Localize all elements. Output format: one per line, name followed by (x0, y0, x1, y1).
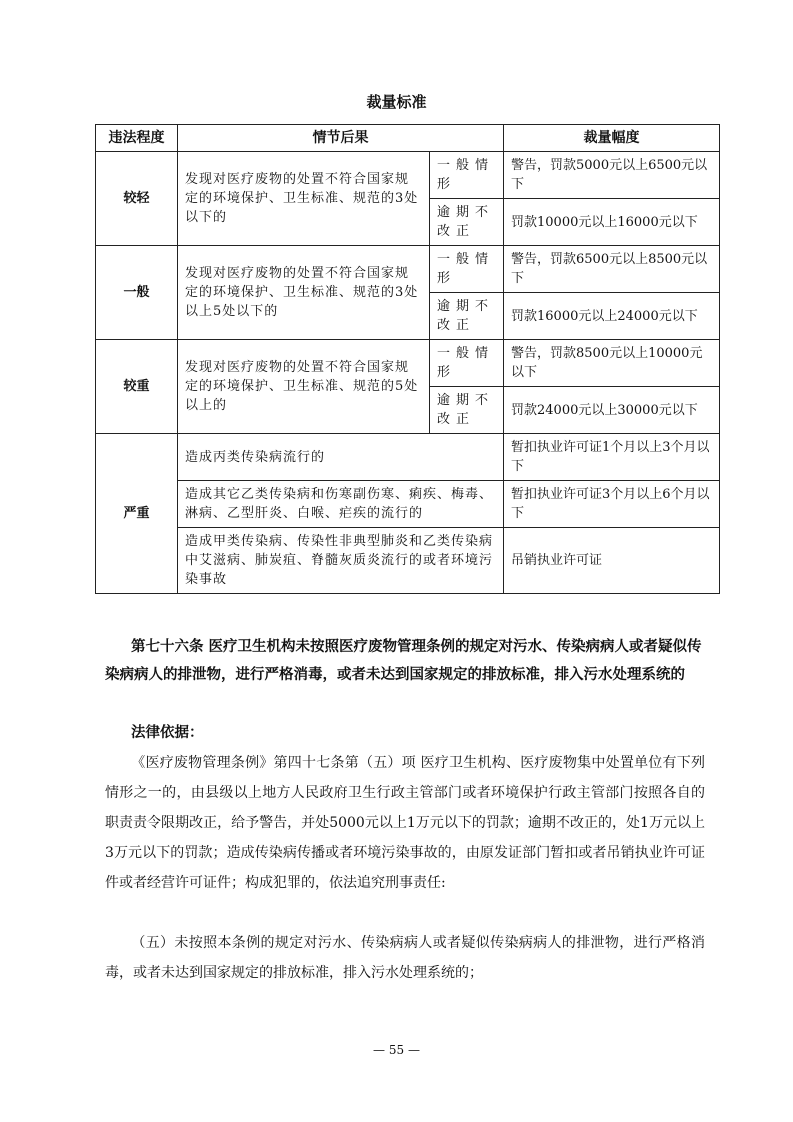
table-title: 裁量标准 (366, 93, 427, 111)
table-header-row (96, 125, 720, 152)
sub-situation-cell: 逾期不改正 (430, 293, 504, 340)
penalty-cell: 罚款10000元以上16000元以下 (504, 199, 720, 246)
penalty-cell: 吊销执业许可证 (504, 528, 720, 594)
level-cell: 较重 (96, 340, 178, 434)
sub-situation-cell: 一般情形 (430, 152, 504, 199)
header-violation-level: 违法程度 (96, 125, 178, 152)
table-row (96, 528, 720, 594)
legal-basis-label: 法律依据： (131, 725, 204, 741)
legal-basis-text: 《医疗废物管理条例》第四十七条第（五）项 医疗卫生机构、医疗废物集中处置单位有下列情形之一的，由县级以上地方人民政府卫生行政主管部门或者环境保护行政主管部门按照各自的职责责令限期改正，给予警告，并处5000元以上1万元以下的罚款；逾期不改正的，处1万元以上3万元以下的罚款；造成传染病传播或者环境污染事故的，由原发证部门暂扣或者吊销执业许可证件或者经营许可证件；构成犯罪的，依法追究刑事责任: (105, 755, 705, 891)
penalty-cell: 罚款24000元以上30000元以下 (504, 387, 720, 434)
header-penalty-range: 裁量幅度 (504, 125, 720, 152)
table-row (96, 434, 720, 481)
penalty-cell: 警告，罚款5000元以上6500元以下 (504, 152, 720, 199)
situation-cell: 造成丙类传染病流行的 (178, 434, 504, 481)
level-cell: 一般 (96, 246, 178, 340)
table-row (96, 340, 720, 387)
clause-paragraph (105, 928, 705, 988)
article-heading-text: 第七十六条 医疗卫生机构未按照医疗废物管理条例的规定对污水、传染病病人或者疑似传染病病人的排泄物，进行严格消毒，或者未达到国家规定的排放标准，排入污水处理系统的 (105, 639, 702, 683)
page-number: — 55 — (373, 1043, 420, 1057)
situation-cell: 造成甲类传染病、传染性非典型肺炎和乙类传染病中艾滋病、肺炭疽、脊髓灰质炎流行的或者环境污染事故 (178, 528, 504, 594)
level-cell: 较轻 (96, 152, 178, 246)
situation-cell: 发现对医疗废物的处置不符合国家规定的环境保护、卫生标准、规范的3处以下的 (178, 152, 430, 246)
article-heading (105, 633, 705, 689)
table-row (96, 152, 720, 199)
clause-text: （五）未按照本条例的规定对污水、传染病病人或者疑似传染病病人的排泄物，进行严格消毒，或者未达到国家规定的排放标准，排入污水处理系统的； (105, 935, 705, 981)
table-row (96, 481, 720, 528)
sub-situation-cell: 一般情形 (430, 340, 504, 387)
situation-cell: 发现对医疗废物的处置不符合国家规定的环境保护、卫生标准、规范的3处以上5处以下的 (178, 246, 430, 340)
penalty-cell: 暂扣执业许可证1个月以上3个月以下 (504, 434, 720, 481)
sub-situation-cell: 一般情形 (430, 246, 504, 293)
level-cell: 严重 (96, 434, 178, 594)
situation-cell: 发现对医疗废物的处置不符合国家规定的环境保护、卫生标准、规范的5处以上的 (178, 340, 430, 434)
penalty-cell: 罚款16000元以上24000元以下 (504, 293, 720, 340)
sub-situation-cell: 逾期不改正 (430, 387, 504, 434)
penalty-cell: 暂扣执业许可证3个月以上6个月以下 (504, 481, 720, 528)
table-row (96, 246, 720, 293)
header-consequence: 情节后果 (178, 125, 504, 152)
penalty-cell: 警告，罚款6500元以上8500元以下 (504, 246, 720, 293)
legal-basis-paragraph (105, 748, 705, 898)
situation-cell: 造成其它乙类传染病和伤寒副伤寒、痢疾、梅毒、淋病、乙型肝炎、白喉、疟疾的流行的 (178, 481, 504, 528)
penalty-cell: 警告，罚款8500元以上10000元以下 (504, 340, 720, 387)
discretion-standard-table (95, 124, 720, 594)
sub-situation-cell: 逾期不改正 (430, 199, 504, 246)
